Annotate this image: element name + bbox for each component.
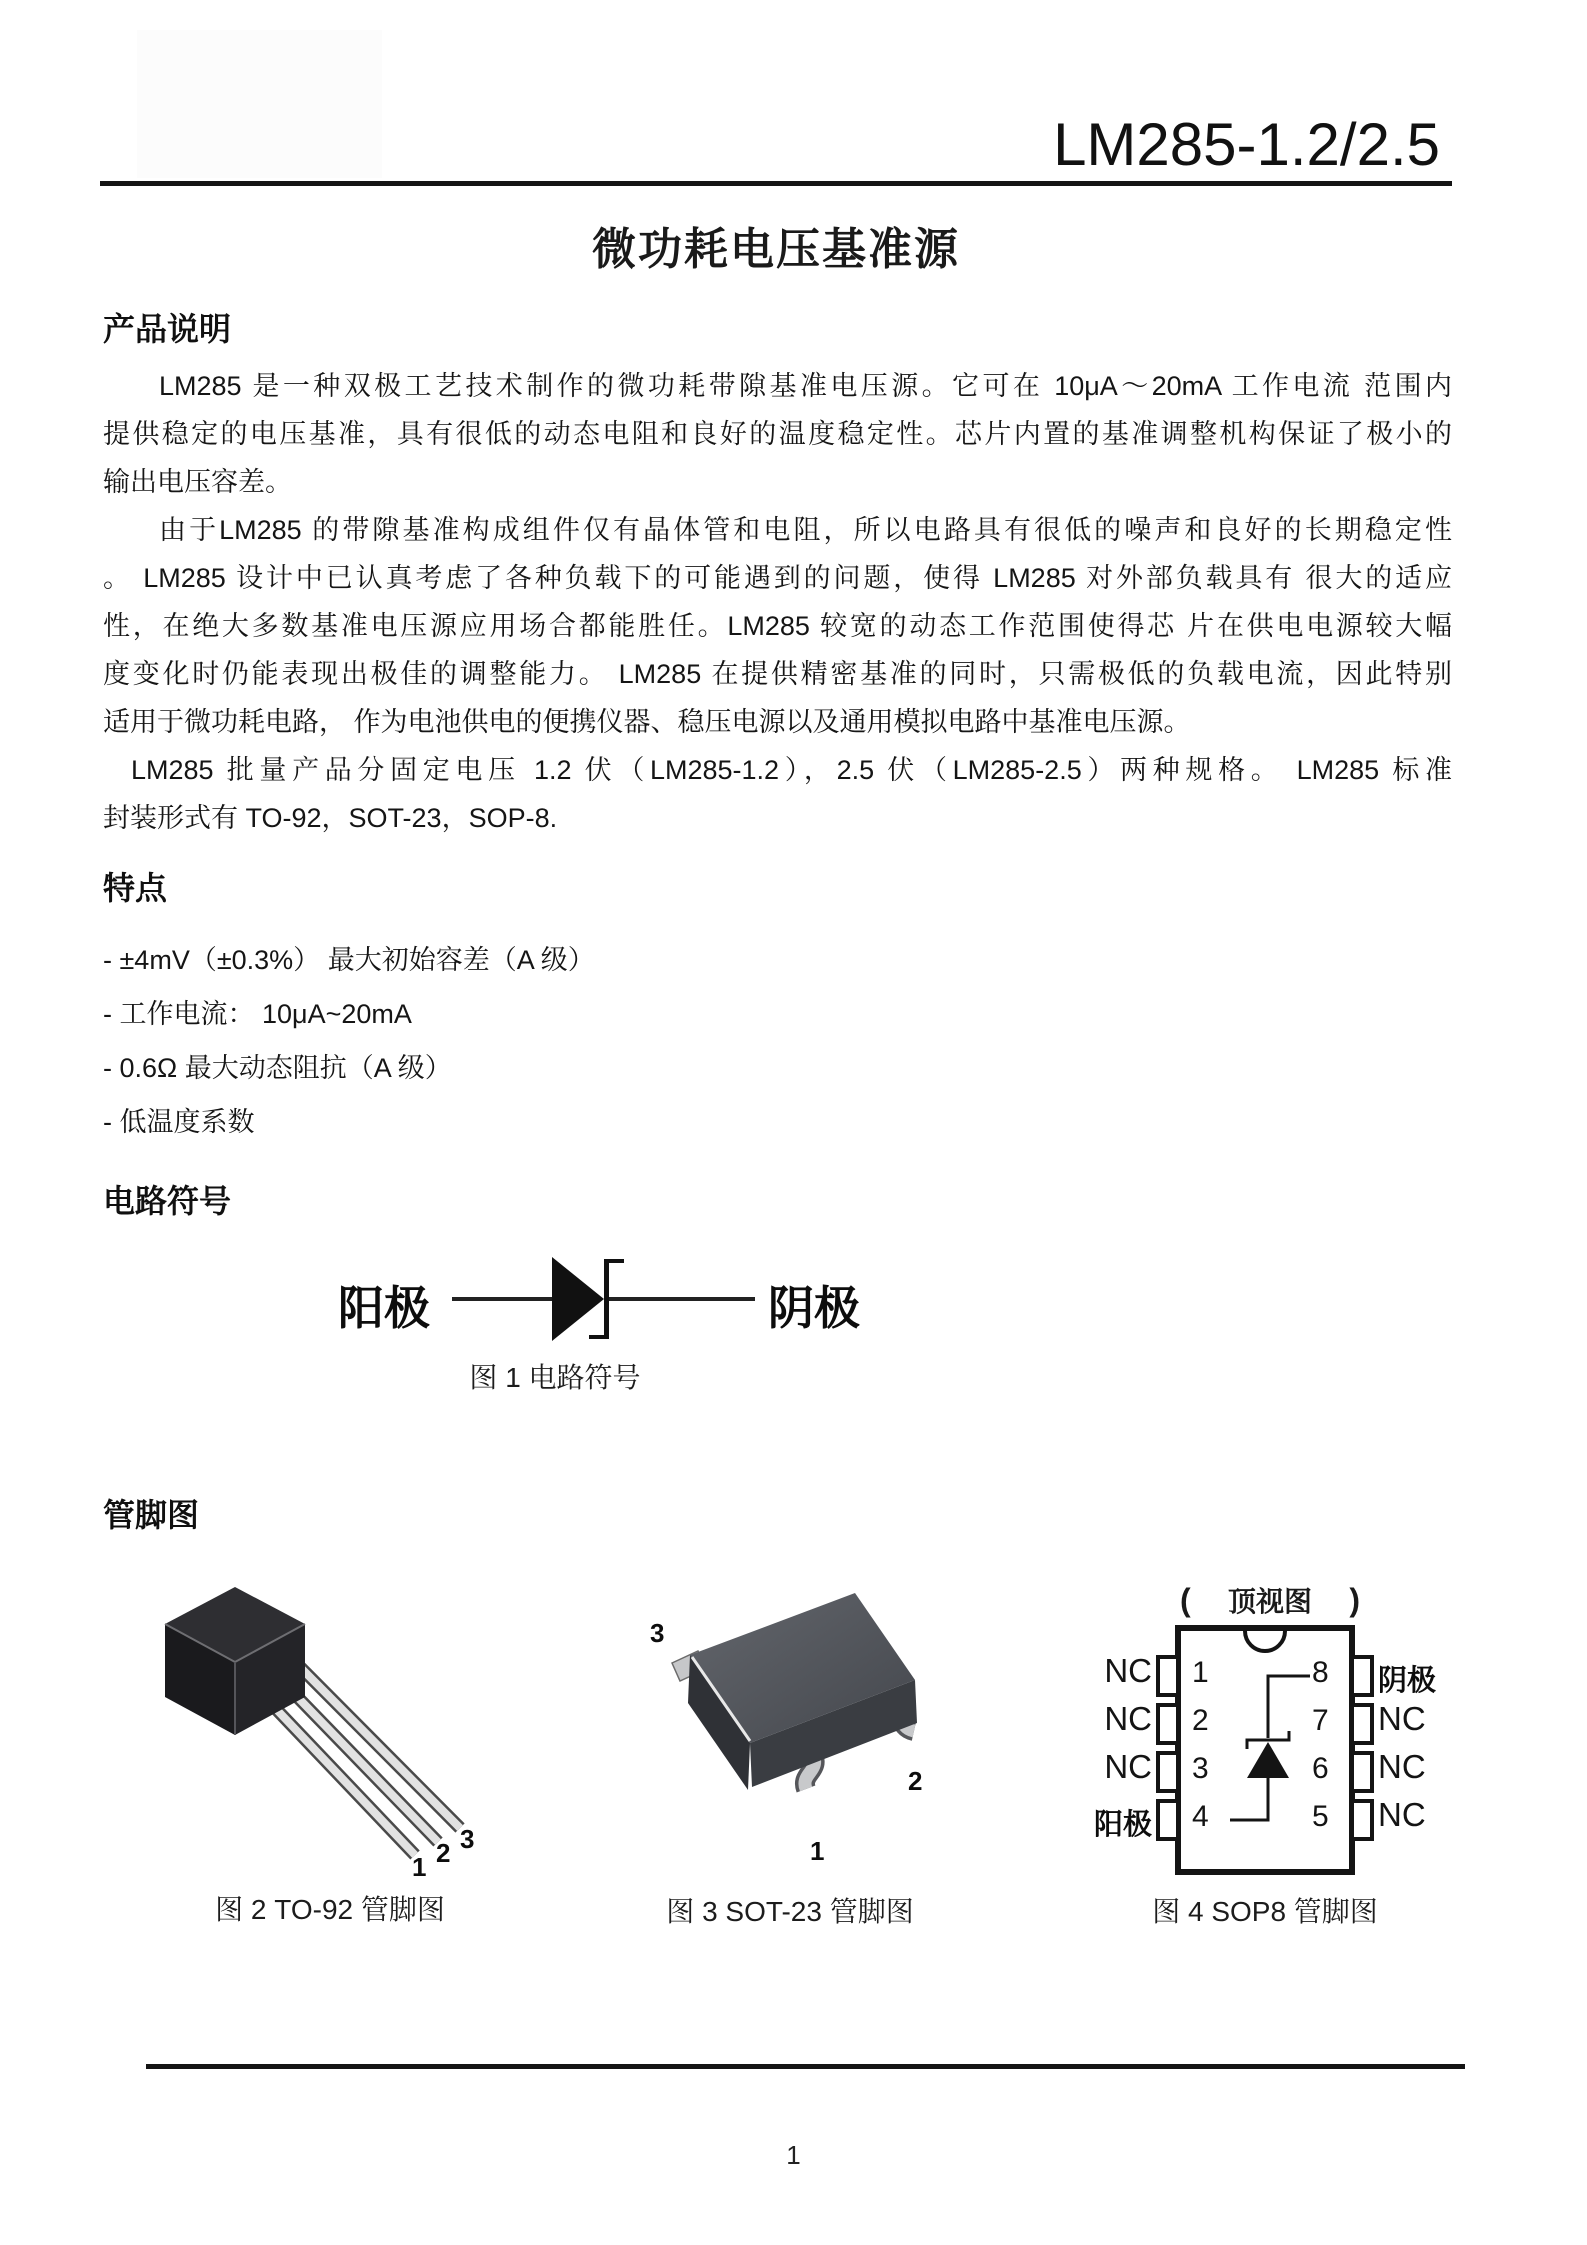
description-line: 提供稳定的电压基准，具有很低的动态电阻和良好的温度稳定性。芯片内置的基准调整机构保证了极小的 bbox=[103, 419, 1452, 449]
sop8-package-diagram bbox=[1150, 1622, 1380, 1882]
sop8-paren-left: ( bbox=[1180, 1581, 1191, 1618]
sop8-pin-number: 2 bbox=[1192, 1704, 1209, 1737]
description-line: 。 LM285 设计中已认真考虑了各种负载下的可能遇到的问题，使得 LM285 对外部负载具有 很大的适应 bbox=[103, 563, 1452, 593]
section-heading-description: 产品说明 bbox=[103, 311, 232, 347]
diode-cathode-wire bbox=[609, 1297, 755, 1301]
sop8-pin-number: 5 bbox=[1312, 1800, 1329, 1833]
diode-anode-wire bbox=[452, 1297, 552, 1301]
to92-pin2-number: 2 bbox=[436, 1838, 451, 1868]
sop8-pin-label: NC bbox=[1104, 1748, 1152, 1785]
sop8-paren-right: ) bbox=[1349, 1581, 1360, 1618]
section-heading-pinout: 管脚图 bbox=[103, 1497, 200, 1533]
description-line: 输出电压容差。 bbox=[103, 467, 292, 497]
figure4-caption: 图 4 SOP8 管脚图 bbox=[1152, 1896, 1378, 1927]
to92-pin3-number: 3 bbox=[460, 1824, 475, 1854]
sop8-stub-pin2 bbox=[1158, 1705, 1178, 1743]
feature-item: - 0.6Ω 最大动态阻抗（A 级） bbox=[103, 1053, 452, 1083]
sop8-view-label: 顶视图 bbox=[1227, 1586, 1312, 1617]
sop8-stub-pin1 bbox=[1158, 1657, 1178, 1695]
to92-pin1-number: 1 bbox=[412, 1852, 427, 1882]
figure3-caption: 图 3 SOT-23 管脚图 bbox=[666, 1896, 914, 1927]
diode-triangle-icon bbox=[552, 1257, 604, 1341]
anode-label: 阳极 bbox=[338, 1282, 430, 1334]
sot23-package-image bbox=[640, 1575, 940, 1865]
sop8-pin-number: 3 bbox=[1192, 1752, 1209, 1785]
sop8-pin-number: 8 bbox=[1312, 1656, 1329, 1689]
sop8-pin-number: 1 bbox=[1192, 1656, 1209, 1689]
description-line: LM285 是一种双极工艺技术制作的微功耗带隙基准电压源。它可在 10μA～20mA 工作电流 范围内 bbox=[159, 371, 1452, 401]
sop8-stub-pin7 bbox=[1352, 1705, 1372, 1743]
sop8-pin-label: NC bbox=[1378, 1700, 1426, 1737]
document-title: LM285-1.2/2.5 bbox=[1053, 111, 1440, 178]
description-line: 性，在绝大多数基准电压源应用场合都能胜任。LM285 较宽的动态工作范围使得芯 片在供电电源较大幅 bbox=[103, 611, 1452, 641]
sop8-pin-number: 6 bbox=[1312, 1752, 1329, 1785]
sot23-pin1-number: 1 bbox=[810, 1836, 825, 1866]
figure2-caption: 图 2 TO-92 管脚图 bbox=[215, 1894, 445, 1925]
sop8-pin-label: NC bbox=[1104, 1652, 1152, 1689]
description-line: 由于LM285 的带隙基准构成组件仅有晶体管和电阻，所以电路具有很低的噪声和良好的长期稳定性 bbox=[159, 515, 1452, 545]
feature-item: - 工作电流： 10μA~20mA bbox=[103, 999, 412, 1029]
sop8-stub-pin8 bbox=[1352, 1657, 1372, 1695]
to92-lead3 bbox=[297, 1664, 460, 1828]
to92-lead2 bbox=[278, 1677, 438, 1842]
feature-item: - ±4mV（±0.3%） 最大初始容差（A 级） bbox=[103, 945, 595, 975]
sot23-pin2-number: 2 bbox=[908, 1766, 923, 1796]
description-line: LM285 批量产品分固定电压 1.2 伏（LM285-1.2），2.5 伏（LM285-2.5）两种规格。 LM285 标准 bbox=[131, 755, 1452, 785]
section-heading-features: 特点 bbox=[103, 870, 168, 906]
cathode-label: 阴极 bbox=[768, 1282, 860, 1334]
logo-placeholder bbox=[137, 30, 382, 178]
description-line: 适用于微功耗电路， 作为电池供电的便携仪器、稳压电源以及通用模拟电路中基准电压源。 bbox=[103, 707, 1191, 737]
sop8-top-view-header bbox=[1180, 1580, 1360, 1620]
sop8-stub-pin5 bbox=[1352, 1801, 1372, 1839]
sop8-stub-pin6 bbox=[1352, 1753, 1372, 1791]
page-title: 微功耗电压基准源 bbox=[592, 225, 960, 274]
sop8-pin-label: NC bbox=[1104, 1700, 1152, 1737]
header-rule bbox=[100, 181, 1452, 186]
cathode-bar-bottom-hook bbox=[589, 1335, 609, 1339]
cathode-bar-top-hook bbox=[604, 1259, 624, 1263]
figure1-caption: 图 1 电路符号 bbox=[469, 1362, 641, 1393]
sop8-stub-pin3 bbox=[1158, 1753, 1178, 1791]
description-line: 度变化时仍能表现出极佳的调整能力。 LM285 在提供精密基准的同时，只需极低的负载电流，因此特别 bbox=[103, 659, 1452, 689]
sop8-stub-pin4 bbox=[1158, 1801, 1178, 1839]
section-heading-circuit-symbol: 电路符号 bbox=[103, 1183, 232, 1219]
sop8-anode-label: 阳极 bbox=[1093, 1809, 1152, 1841]
sop8-pin-number: 7 bbox=[1312, 1704, 1329, 1737]
sot23-pin3-number: 3 bbox=[650, 1618, 665, 1648]
sop8-pin-number: 4 bbox=[1192, 1800, 1209, 1833]
page-number: 1 bbox=[786, 2140, 801, 2170]
feature-item: - 低温度系数 bbox=[103, 1107, 255, 1137]
footer-rule bbox=[146, 2064, 1465, 2069]
to92-lead1 bbox=[258, 1690, 415, 1855]
description-line: 封装形式有 TO-92，SOT-23，SOP-8. bbox=[103, 803, 558, 833]
sop8-cathode-label: 阴极 bbox=[1378, 1665, 1437, 1697]
to92-package-image bbox=[140, 1572, 480, 1872]
sop8-pin-label: NC bbox=[1378, 1748, 1426, 1785]
sop8-pin-label: NC bbox=[1378, 1796, 1426, 1833]
